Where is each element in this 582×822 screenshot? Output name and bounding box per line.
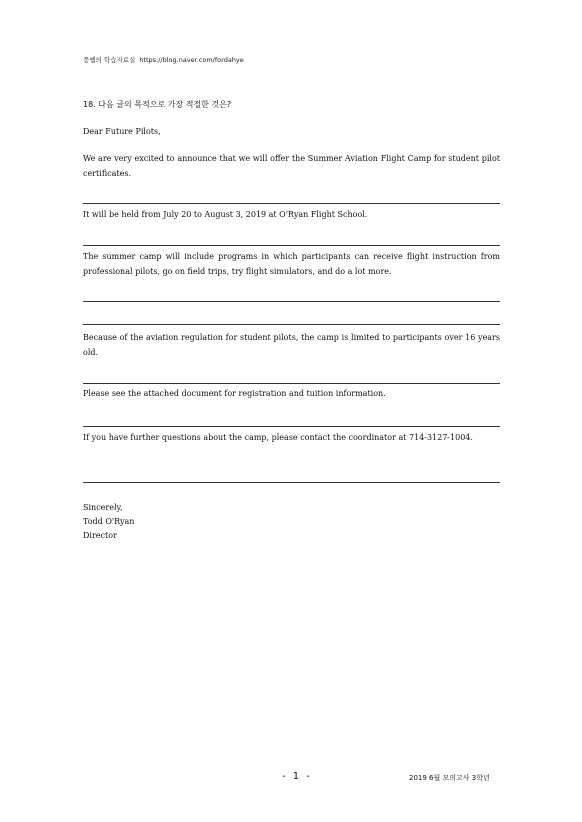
blog-name: 풍쌤의 학습자료실 bbox=[83, 56, 136, 64]
blog-url[interactable]: https://blog.naver.com/fordahye bbox=[139, 56, 244, 64]
question-prompt: 18. 다음 글의 목적으로 가장 적절한 것은? bbox=[83, 100, 232, 109]
blank-line-4 bbox=[83, 324, 500, 325]
letter-salutation: Dear Future Pilots, bbox=[83, 127, 161, 136]
blank-line-1 bbox=[83, 203, 500, 204]
letter-paragraph-3: The summer camp will include programs in which participants can receive flight instruction from professional pilots, go on field trips, try flight simulators, and do a lot more. bbox=[83, 252, 500, 276]
page-header bbox=[83, 55, 244, 64]
exam-label: 2019 6월 모의고사 3학년 bbox=[409, 774, 490, 782]
letter-paragraph-6: If you have further questions about the camp, please contact the coordinator at 714-3127-1004. bbox=[83, 433, 473, 442]
page-number: - 1 - bbox=[282, 771, 312, 782]
blank-line-6 bbox=[83, 426, 500, 427]
blank-line-5 bbox=[83, 383, 500, 384]
signer-name: Todd O'Ryan bbox=[83, 517, 135, 526]
letter-paragraph-5: Please see the attached document for registration and tuition information. bbox=[83, 389, 386, 398]
letter-paragraph-2: It will be held from July 20 to August 3, 2019 at O'Ryan Flight School. bbox=[83, 210, 368, 219]
letter-paragraph-1: We are very excited to announce that we will offer the Summer Aviation Flight Camp for student pilot certificates. bbox=[83, 154, 500, 178]
letter-paragraph-4: Because of the aviation regulation for student pilots, the camp is limited to participants over 16 years old. bbox=[83, 333, 500, 357]
signer-title: Director bbox=[83, 531, 117, 540]
letter-closing: Sincerely, bbox=[83, 503, 123, 512]
blank-line-3 bbox=[83, 301, 500, 302]
blank-line-2 bbox=[83, 245, 500, 246]
blank-line-7 bbox=[83, 482, 500, 483]
